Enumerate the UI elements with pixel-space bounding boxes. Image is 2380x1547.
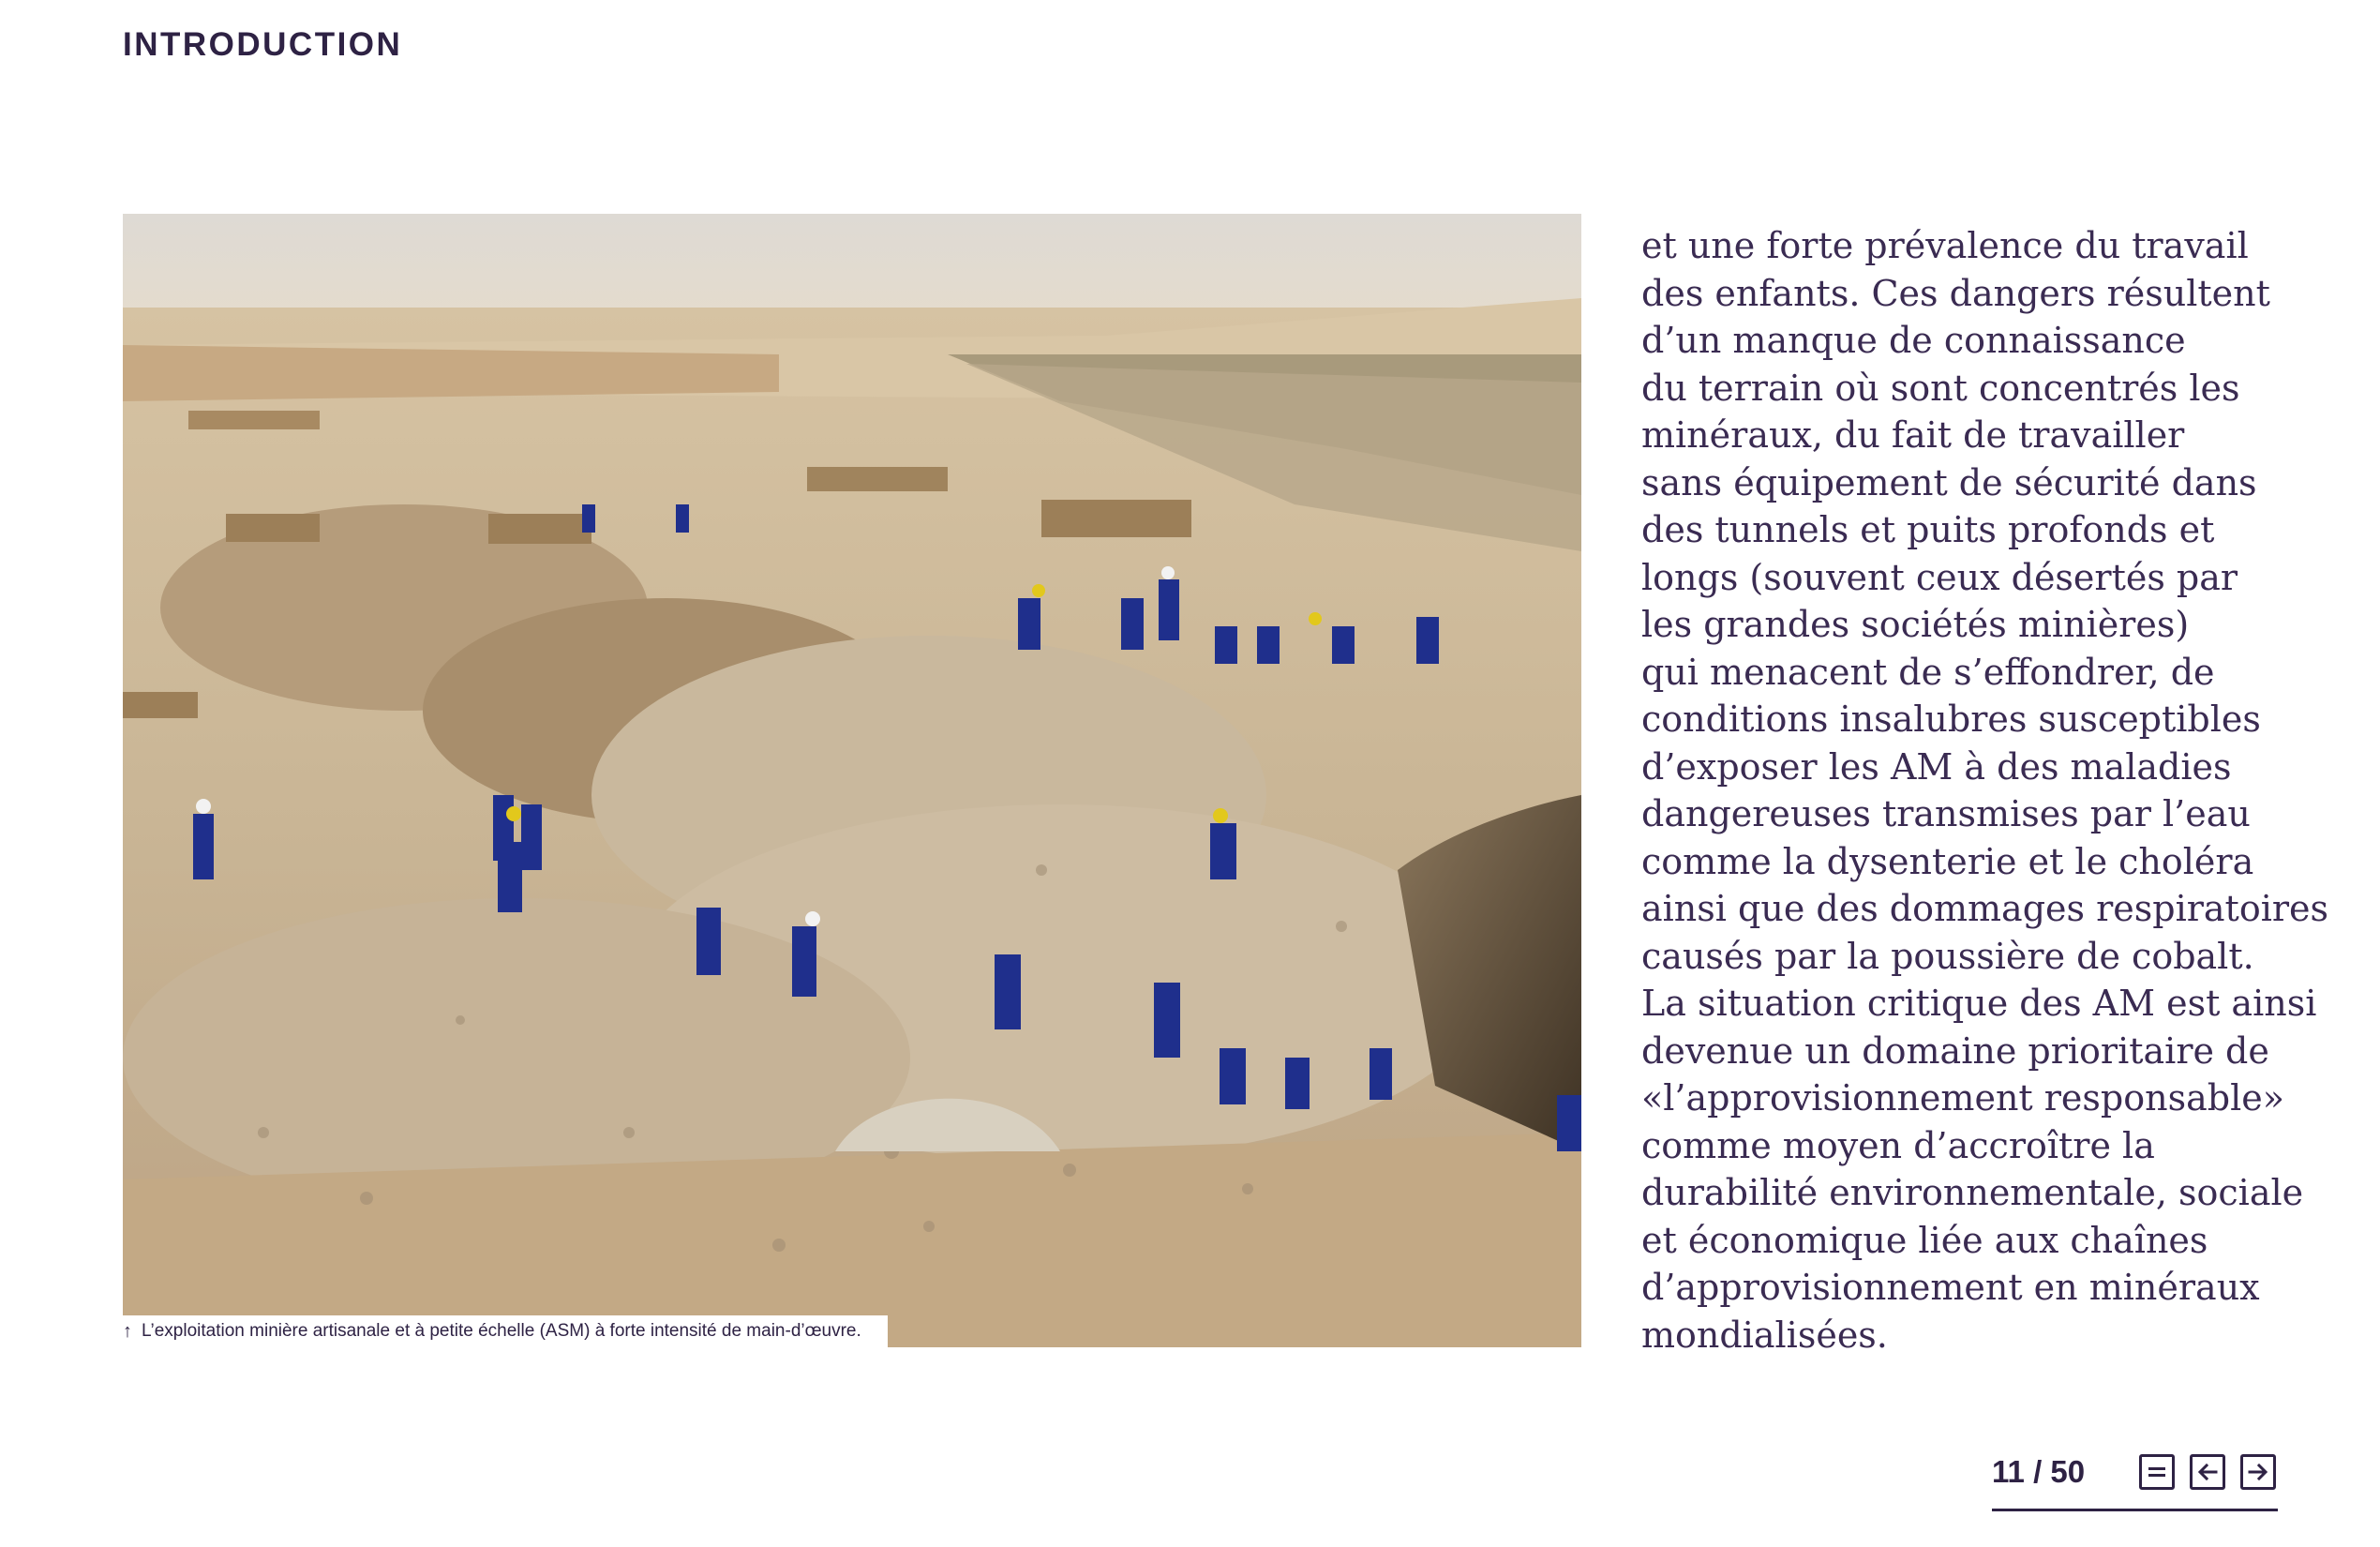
text-line: durabilité environnementale, sociale — [1641, 1172, 2304, 1213]
text-line: dangereuses transmises par l’eau — [1641, 793, 2251, 834]
text-line: des enfants. Ces dangers résultent — [1641, 272, 2270, 314]
total-pages: 50 — [2050, 1454, 2086, 1489]
text-line: d’approvisionnement en minéraux — [1641, 1267, 2260, 1308]
text-line: d’un manque de connaissance — [1641, 320, 2186, 361]
text-line: comme moyen d’accroître la — [1641, 1124, 2155, 1166]
text-line: devenue un domaine prioritaire de — [1641, 1029, 2269, 1072]
text-line: et une forte prévalence du travail — [1641, 225, 2249, 266]
menu-button[interactable] — [2139, 1454, 2175, 1490]
text-line: du terrain où sont concentrés les — [1641, 367, 2240, 409]
text-line: causés par la poussière de cobalt. — [1641, 935, 2254, 977]
next-page-button[interactable] — [2240, 1454, 2276, 1490]
text-line: «l’approvisionnement responsable» — [1641, 1077, 2284, 1119]
photo-caption — [123, 1315, 888, 1347]
body-paragraph — [1641, 222, 2329, 1359]
text-line: La situation critique des AM est ainsi — [1641, 983, 2317, 1024]
text-line: conditions insalubres susceptibles — [1641, 698, 2261, 740]
text-line: sans équipement de sécurité dans — [1641, 461, 2257, 503]
arrow-right-icon — [2247, 1462, 2269, 1482]
text-line: longs (souvent ceux désertés par — [1641, 556, 2238, 598]
text-line: d’exposer les AM à des maladies — [1641, 745, 2232, 788]
menu-icon — [2147, 1464, 2167, 1480]
text-line: des tunnels et puits profonds et — [1641, 509, 2215, 550]
text-line: les grandes sociétés minières) — [1641, 604, 2190, 645]
text-line: qui menacent de s’effondrer, de — [1641, 651, 2215, 693]
arrow-up-icon: ↑ — [123, 1321, 132, 1342]
pagination — [1992, 1449, 2278, 1511]
page-separator: / — [2033, 1454, 2043, 1489]
page-indicator — [1992, 1454, 2085, 1490]
previous-page-button[interactable] — [2190, 1454, 2225, 1490]
caption-text: L’exploitation minière artisanale et à petite échelle (ASM) à forte intensité de main-d’œuvre. — [142, 1321, 861, 1341]
text-line: ainsi que des dommages respiratoires — [1641, 888, 2329, 929]
arrow-left-icon — [2196, 1462, 2219, 1482]
text-line: comme la dysenterie et le choléra — [1641, 840, 2254, 882]
section-title: INTRODUCTION — [123, 26, 403, 63]
text-line: et économique liée aux chaînes — [1641, 1219, 2208, 1261]
text-line: minéraux, du fait de travailler — [1641, 414, 2185, 456]
current-page: 11 — [1992, 1454, 2025, 1489]
text-line: mondialisées. — [1641, 1314, 1888, 1356]
mining-site-photo — [123, 214, 1581, 1347]
